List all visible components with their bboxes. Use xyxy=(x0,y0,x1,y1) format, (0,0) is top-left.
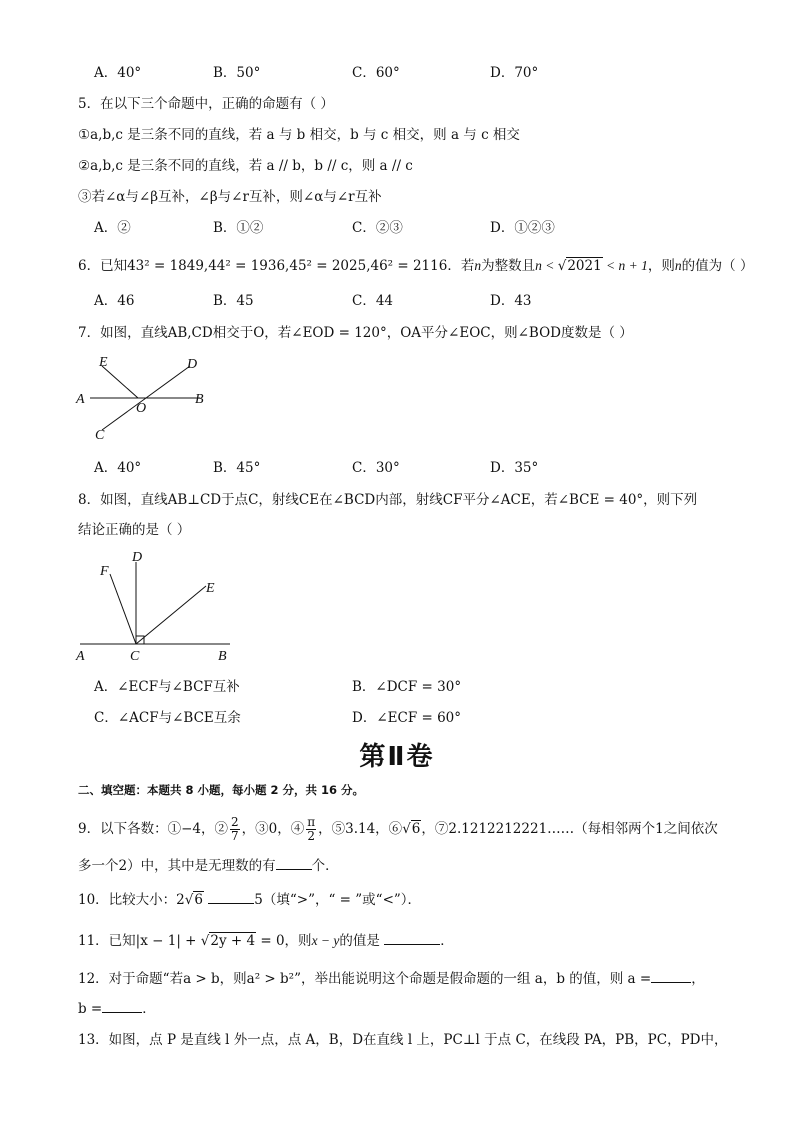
q6-option-b: B．45 xyxy=(213,293,254,309)
q8-label-c: C xyxy=(130,649,140,664)
q12-answer-b-blank[interactable] xyxy=(102,1000,142,1013)
part2-title: 第Ⅱ卷 xyxy=(359,742,435,772)
q6-option-c: C．44 xyxy=(352,293,394,309)
q5-option-a: A．② xyxy=(94,220,131,236)
q8-label-b: B xyxy=(218,649,227,664)
q7-stem: 7．如图，直线AB,CD相交于O，若∠EOD = 120°，OA平分∠EOC，则∠BOD度数是（ ） xyxy=(78,325,633,341)
q8-option-c: C．∠ACF与∠BCE互余 xyxy=(94,710,241,726)
q7-option-a: A．40° xyxy=(94,460,142,476)
q7-label-a: A xyxy=(76,392,85,407)
q8-label-d: D xyxy=(132,550,143,565)
q8-label-a: A xyxy=(76,649,85,664)
q12-line2: b = ． xyxy=(78,1001,156,1017)
q5-stem: 5．在以下三个命题中，正确的命题有（ ） xyxy=(78,96,334,112)
q4-option-d: D．70° xyxy=(490,65,539,81)
q10-stem: 10．比较大小：2√6 5（填“>”，“ = ”或“<”）． xyxy=(78,892,422,908)
q8-stem-line1: 8．如图，直线AB⊥CD于点C，射线CE在∠BCD内部，射线CF平分∠ACE，若∠BCE = 40°，则下列 xyxy=(78,492,698,508)
q8-option-d: D．∠ECF = 60° xyxy=(352,710,462,726)
q5-proposition-1: ①a,b,c 是三条不同的直线，若 a 与 b 相交，b 与 c 相交，则 a 与 c 相交 xyxy=(78,127,520,143)
q4-option-c: C．60° xyxy=(352,65,400,81)
q5-proposition-2: ②a,b,c 是三条不同的直线，若 a // b，b // c，则 a // c xyxy=(78,158,413,174)
q5-proposition-3: ③若∠α与∠β互补，∠β与∠r互补，则∠α与∠r互补 xyxy=(78,189,382,205)
q9-line2: 多一个2）中，其中是无理数的有 个． xyxy=(78,858,339,874)
q8-option-a: A．∠ECF与∠BCF互补 xyxy=(94,679,240,695)
q9-fraction-2-7: $\frac{2}{7}$ xyxy=(231,815,239,843)
q5-option-d: D．①②③ xyxy=(490,220,555,236)
q5-option-c: C．②③ xyxy=(352,220,403,236)
q11-stem: 11．已知|x − 1| + √2y + 4 = 0，则x − y的值是 ． xyxy=(78,933,454,949)
q8-label-f: F xyxy=(100,564,109,579)
q6-option-d: D．43 xyxy=(490,293,532,309)
q7-label-e: E xyxy=(99,355,108,370)
q7-label-c: C xyxy=(95,428,105,443)
q7-label-d: D xyxy=(187,357,198,372)
q8-option-b: B．∠DCF = 30° xyxy=(352,679,462,695)
q8-figure xyxy=(72,548,242,668)
q12-answer-a-blank[interactable] xyxy=(651,970,691,983)
q5-option-b: B．①② xyxy=(213,220,264,236)
q8-label-e: E xyxy=(206,581,215,596)
q8-stem-line2: 结论正确的是（ ） xyxy=(78,522,191,538)
section-heading: 二、填空题：本题共 8 小题，每小题 2 分，共 16 分。 xyxy=(78,783,365,797)
q7-label-b: B xyxy=(195,392,204,407)
q4-option-b: B．50° xyxy=(213,65,261,81)
q7-option-c: C．30° xyxy=(352,460,400,476)
q7-figure xyxy=(72,352,222,447)
q9-fraction-pi-2: $\frac{\pi}{2}$ xyxy=(307,815,316,843)
q9-answer-blank[interactable] xyxy=(276,857,312,870)
q7-option-b: B．45° xyxy=(213,460,261,476)
q7-label-o: O xyxy=(136,401,147,416)
q6-stem: 6．已知43² = 1849,44² = 1936,45² = 2025,46² = 2116．若n为整数且n < √2021 < n + 1，则n的值为（ ） xyxy=(78,258,754,274)
q12-stem: 12．对于命题“若a > b，则a² > b²”，举出能说明这个命题是假命题的一组 a，b 的值，则 a = ， xyxy=(78,971,705,987)
q4-option-a: A．40° xyxy=(94,65,142,81)
q11-answer-blank[interactable] xyxy=(384,932,440,945)
q6-option-a: A．46 xyxy=(94,293,135,309)
q10-answer-blank[interactable] xyxy=(208,891,254,904)
q7-option-d: D．35° xyxy=(490,460,539,476)
q9-line1: 9．以下各数：①−4，② $\frac{2}{7}$ ，③0，④ $\frac{\pi}{2}$ ，⑤3.14，⑥√6，⑦2.1212212221……（每相邻两个1之间依次 xyxy=(78,815,718,843)
q13-stem: 13．如图，点 P 是直线 l 外一点，点 A，B，D在直线 l 上，PC⊥l 于点 C，在线段 PA，PB，PC，PD中， xyxy=(78,1032,728,1048)
